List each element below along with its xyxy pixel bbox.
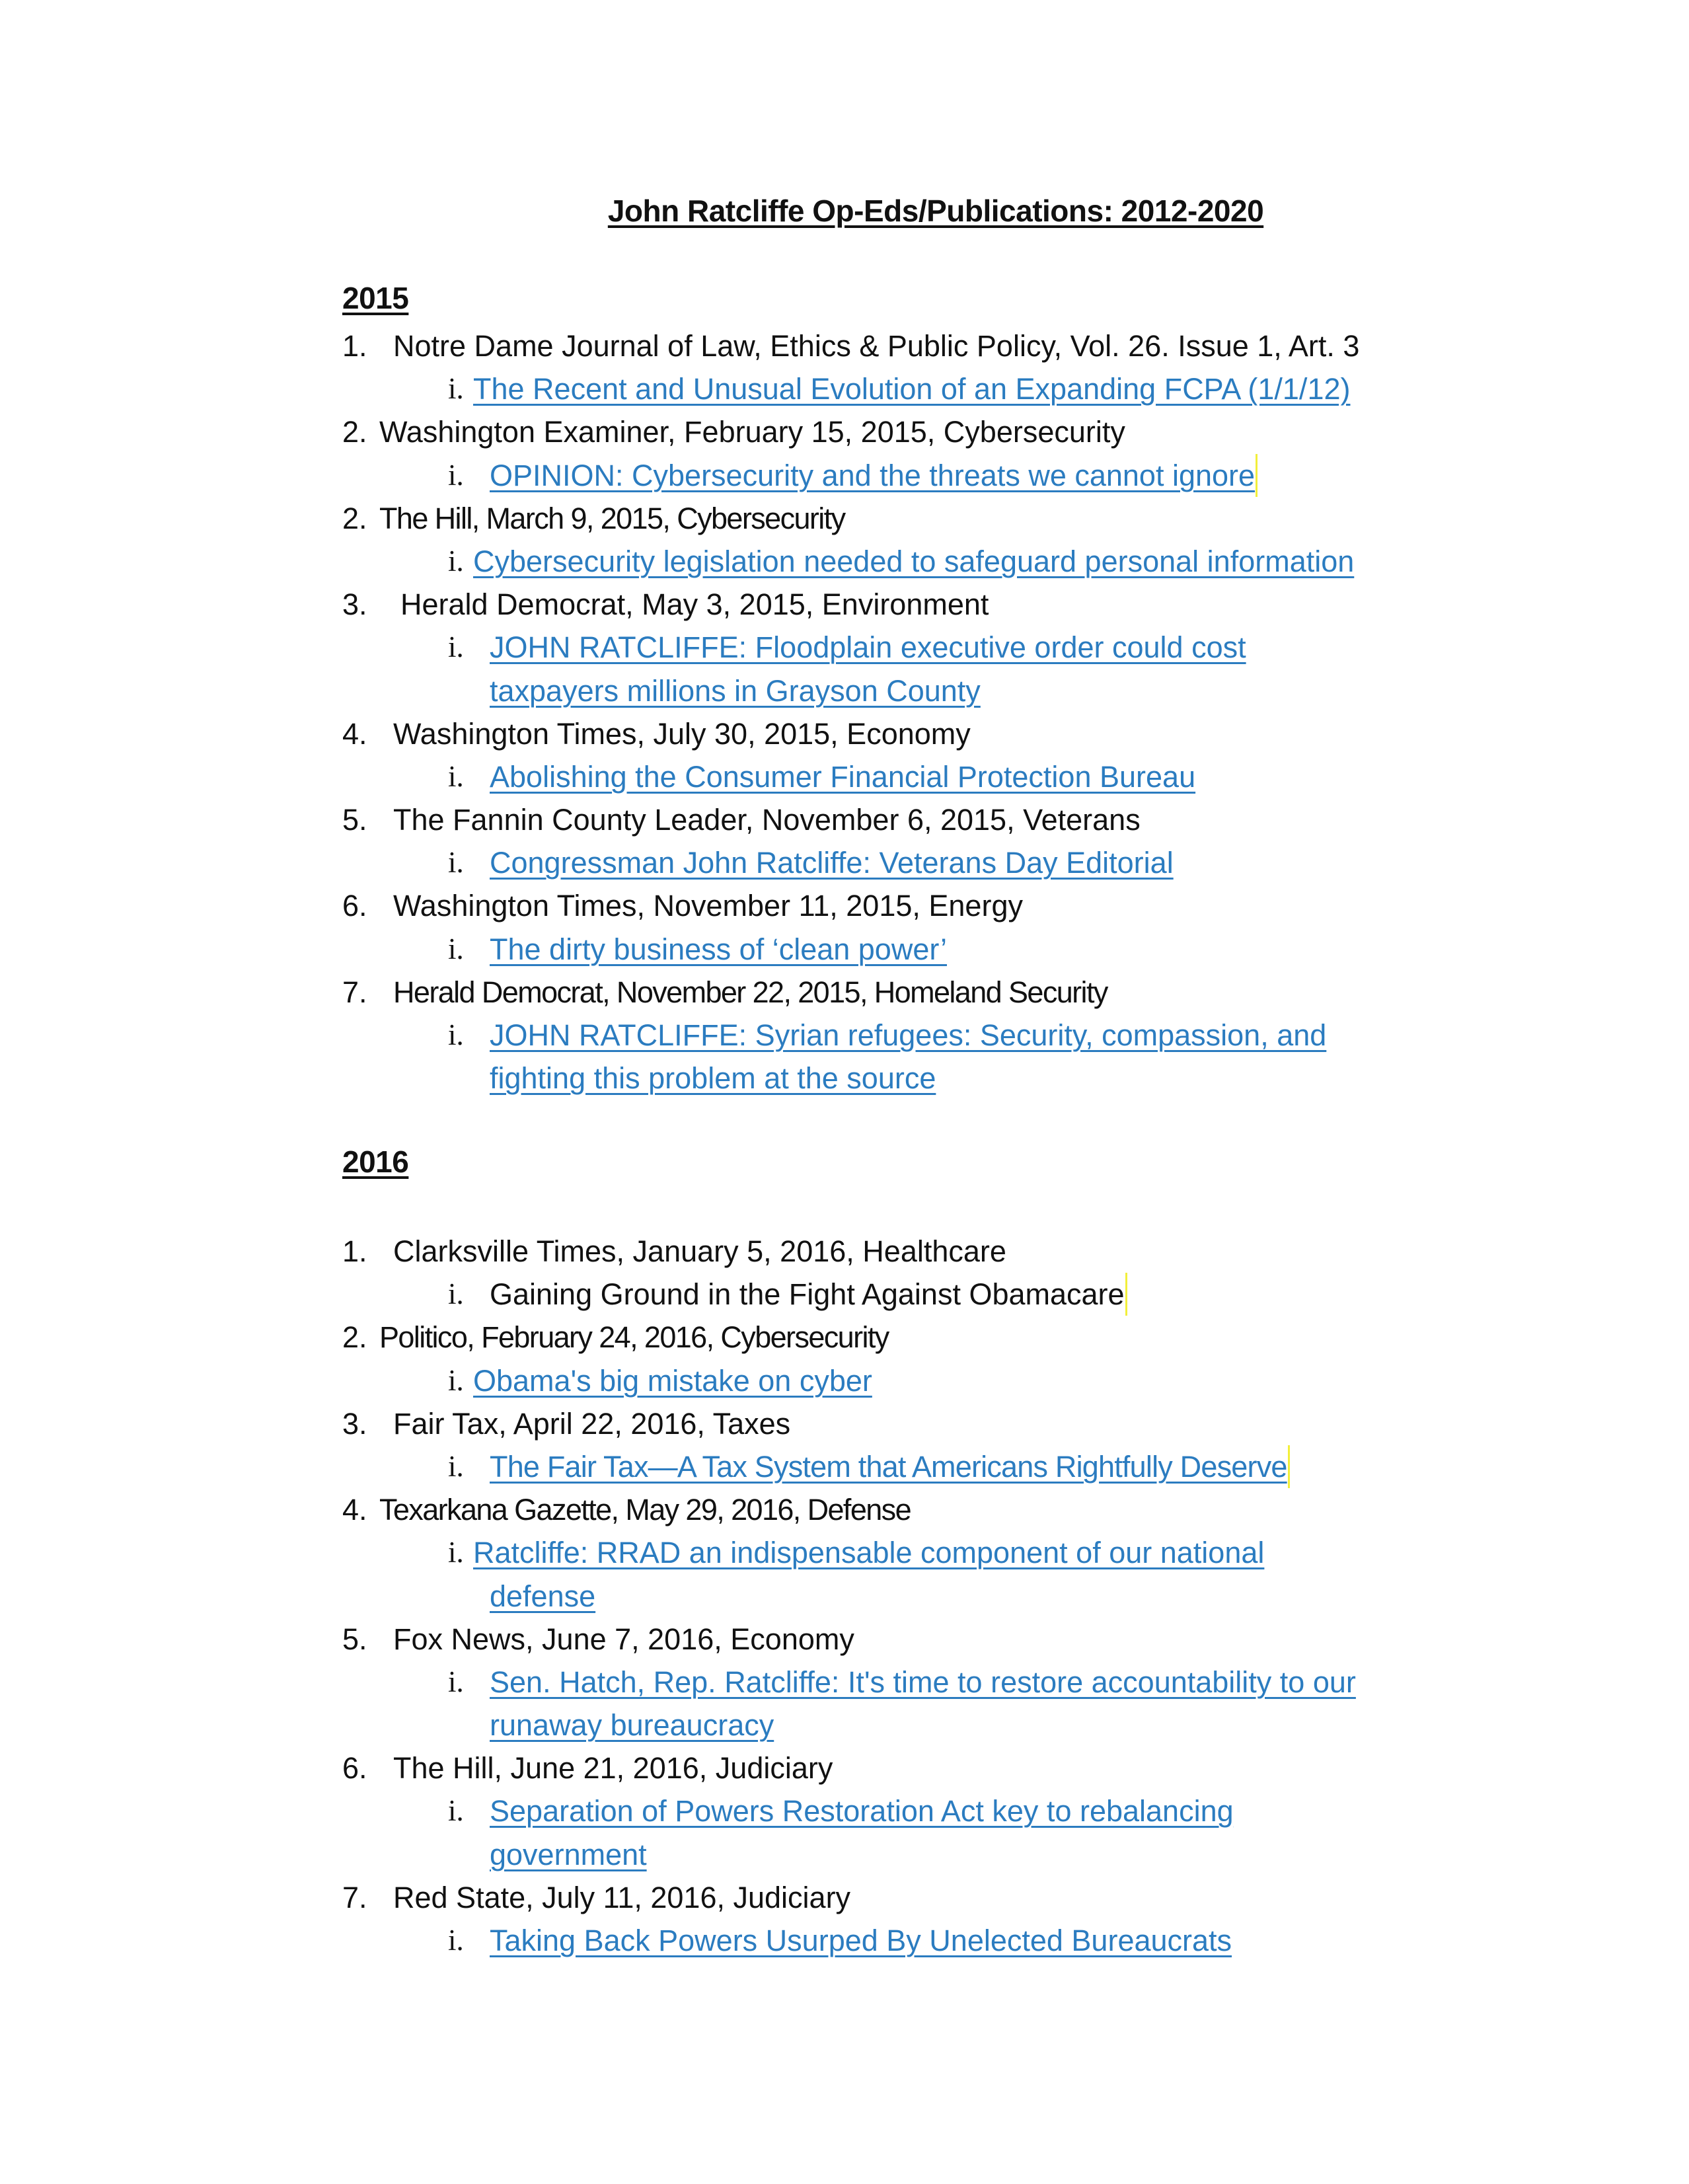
sub-number: i. (448, 932, 464, 965)
sub-number: i. (448, 1018, 464, 1051)
item-source: The Hill, March 9, 2015, Cybersecurity (379, 501, 845, 535)
item-source: Notre Dame Journal of Law, Ethics & Public Policy, Vol. 26. Issue 1, Art. 3 (393, 329, 1360, 363)
item-source: Texarkana Gazette, May 29, 2016, Defense (379, 1493, 911, 1527)
sub-number: i. (448, 630, 464, 664)
article-link[interactable]: Taking Back Powers Usurped By Unelected Bureaucrats (490, 1924, 1232, 1957)
article-link[interactable]: JOHN RATCLIFFE: Syrian refugees: Security, compassion, and (490, 1018, 1327, 1052)
sub-number: i. (448, 1794, 464, 1828)
item-number: 2. (342, 1320, 367, 1355)
article-link-continued[interactable]: runaway bureaucracy (490, 1708, 774, 1743)
list-item (342, 712, 1598, 755)
item-source: Red State, July 11, 2016, Judiciary (393, 1880, 851, 1914)
list-item (342, 884, 1598, 927)
article-link-continued[interactable]: defense (490, 1579, 596, 1613)
sub-number: i. (448, 1665, 464, 1698)
sub-number: i. (448, 372, 464, 406)
sub-number: i. (448, 1536, 464, 1569)
article-link[interactable]: JOHN RATCLIFFE: Floodplain executive order could cost (490, 630, 1246, 665)
item-source: Fair Tax, April 22, 2016, Taxes (393, 1406, 791, 1441)
list-item (342, 1747, 1598, 1789)
list-item (342, 1876, 1598, 1919)
item-source: Washington Examiner, February 15, 2015, Cybersecurity (379, 415, 1125, 449)
item-number: 3. (342, 1406, 367, 1441)
item-number: 7. (342, 1880, 367, 1914)
item-source: Clarksville Times, January 5, 2016, Healthcare (393, 1234, 1006, 1268)
publication-list-2015 (342, 324, 1598, 1100)
article-title: Gaining Ground in the Fight Against Obamacare (490, 1273, 1127, 1316)
item-number: 2. (342, 501, 367, 535)
sub-number: i. (448, 458, 464, 492)
list-item (342, 971, 1598, 1014)
item-source: Washington Times, July 30, 2015, Economy (393, 716, 971, 751)
list-item (342, 583, 1598, 626)
year-heading-2016: 2016 (342, 1145, 409, 1179)
item-number: 6. (342, 889, 367, 923)
list-item (342, 1230, 1598, 1273)
article-link[interactable]: OPINION: Cybersecurity and the threats we cannot ignore (490, 454, 1257, 497)
sub-number: i. (448, 544, 464, 578)
item-source: Herald Democrat, November 22, 2015, Homeland Security (393, 975, 1107, 1009)
list-item (342, 497, 1598, 540)
sub-number: i. (448, 1277, 464, 1311)
item-number: 5. (342, 803, 367, 837)
item-source: The Fannin County Leader, November 6, 2015, Veterans (393, 803, 1141, 837)
article-link[interactable]: Abolishing the Consumer Financial Protection Bureau (490, 759, 1196, 794)
article-link[interactable]: Congressman John Ratcliffe: Veterans Day Editorial (490, 846, 1174, 880)
article-link[interactable]: The Fair Tax—A Tax System that Americans Rightfully Deserve (490, 1445, 1290, 1488)
item-source: Herald Democrat, May 3, 2015, Environment (400, 587, 989, 622)
list-item (342, 324, 1598, 367)
page-title: John Ratcliffe Op-Eds/Publications: 2012-2020 (607, 194, 1264, 228)
item-number: 6. (342, 1751, 367, 1786)
item-source: Politico, February 24, 2016, Cybersecurity (379, 1320, 889, 1355)
year-heading-2015: 2015 (342, 281, 409, 315)
article-link-continued[interactable]: fighting this problem at the source (490, 1061, 936, 1096)
list-item (342, 798, 1598, 841)
sub-number: i. (448, 1449, 464, 1483)
sub-number: i. (448, 1924, 464, 1957)
article-link[interactable]: Cybersecurity legislation needed to safeguard personal information (473, 544, 1355, 578)
item-source: The Hill, June 21, 2016, Judiciary (393, 1751, 833, 1786)
sub-number: i. (448, 1363, 464, 1397)
list-item (342, 1316, 1598, 1359)
item-source: Washington Times, November 11, 2015, Energy (393, 889, 1023, 923)
article-link[interactable]: Ratcliffe: RRAD an indispensable component of our national (473, 1536, 1265, 1570)
article-link-continued[interactable]: taxpayers millions in Grayson County (490, 673, 981, 708)
article-link[interactable]: Separation of Powers Restoration Act key to rebalancing (490, 1794, 1234, 1828)
sub-number: i. (448, 759, 464, 793)
item-number: 5. (342, 1622, 367, 1656)
item-number: 4. (342, 1493, 367, 1527)
item-number: 7. (342, 975, 367, 1009)
item-number: 2. (342, 415, 367, 449)
article-link[interactable]: Sen. Hatch, Rep. Ratcliffe: It's time to restore accountability to our (490, 1665, 1356, 1699)
item-number: 1. (342, 1234, 367, 1268)
article-link[interactable]: Obama's big mistake on cyber (473, 1363, 872, 1398)
list-item (342, 1402, 1598, 1445)
publication-list-2016 (342, 1230, 1598, 1962)
article-link[interactable]: The dirty business of ‘clean power’ (490, 932, 948, 966)
sub-number: i. (448, 846, 464, 880)
item-number: 1. (342, 329, 367, 363)
list-item (342, 1488, 1598, 1531)
article-link[interactable]: The Recent and Unusual Evolution of an Expanding FCPA (1/1/12) (473, 372, 1351, 406)
list-item (342, 1618, 1598, 1661)
list-item (342, 410, 1598, 453)
item-number: 4. (342, 716, 367, 751)
item-number: 3. (342, 587, 367, 622)
article-link-continued[interactable]: government (490, 1837, 647, 1871)
item-source: Fox News, June 7, 2016, Economy (393, 1622, 854, 1656)
